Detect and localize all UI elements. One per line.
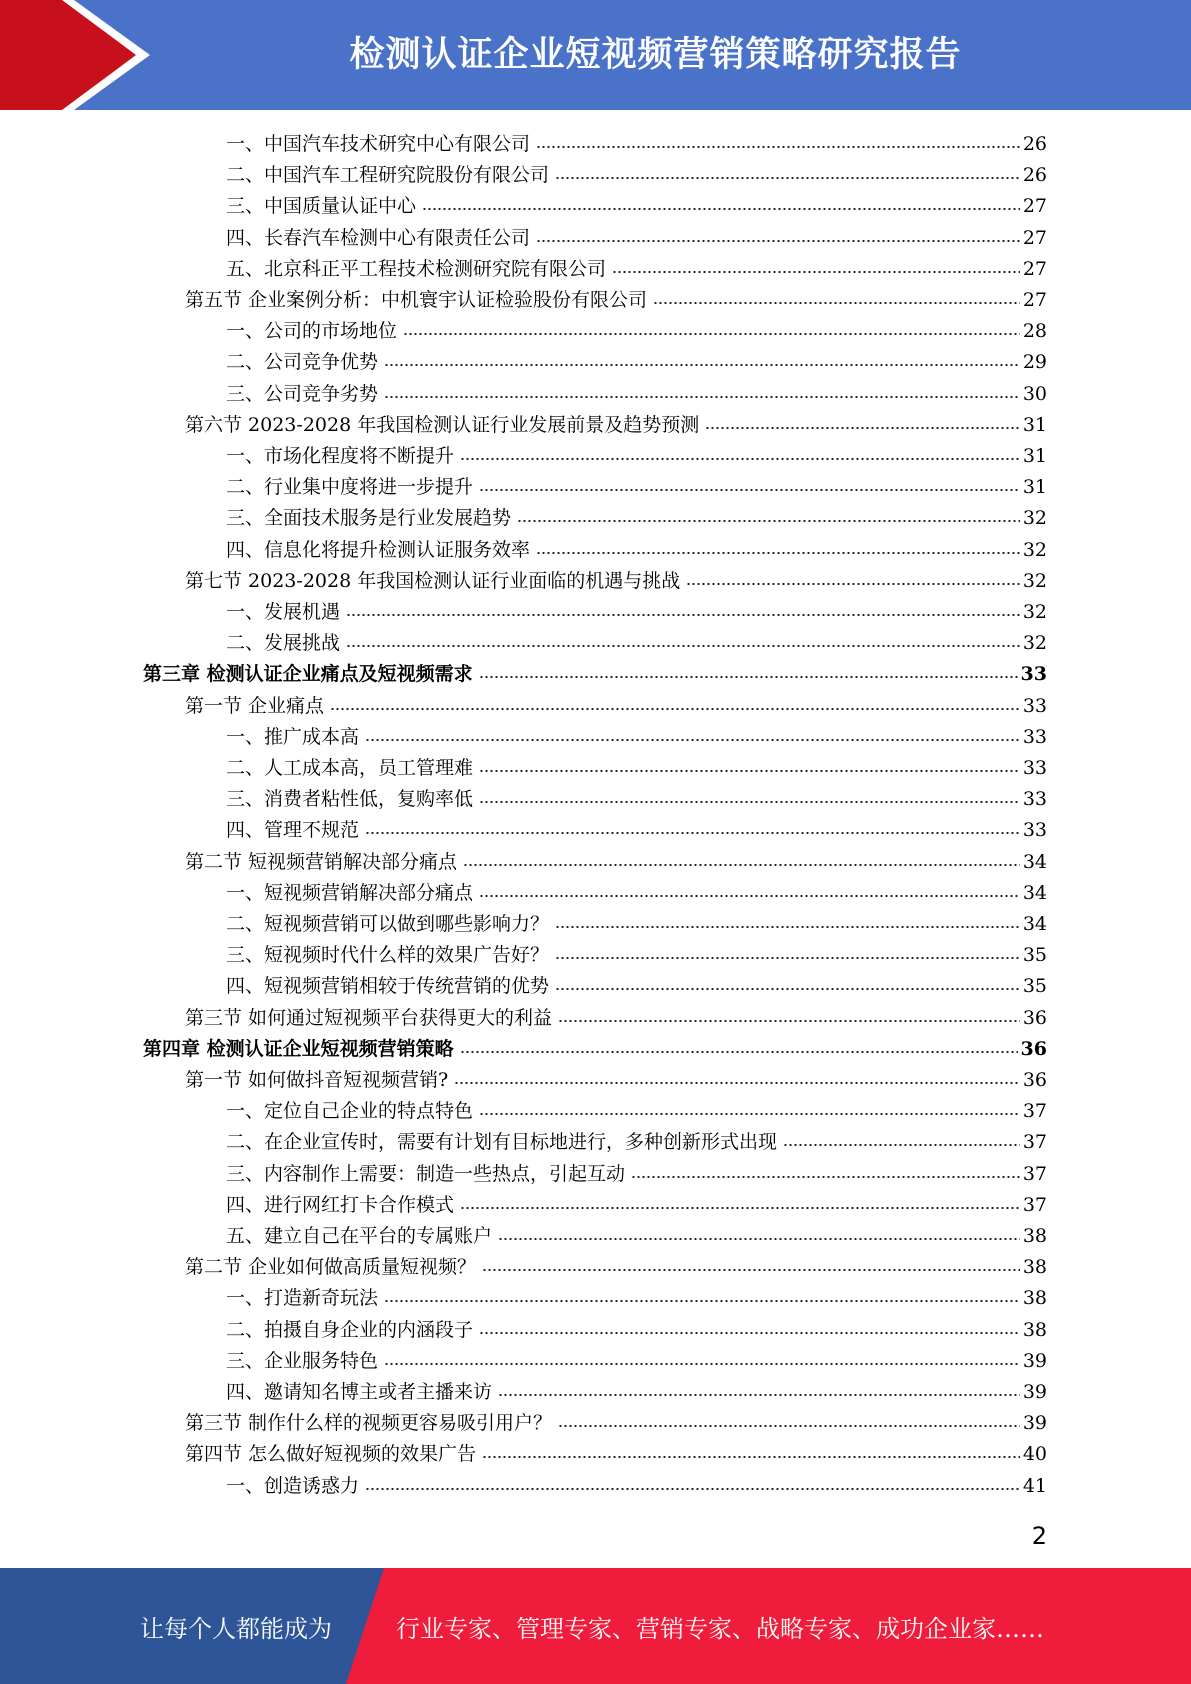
toc-entry-label: 四、信息化将提升检测认证服务效率 — [226, 538, 531, 561]
toc-entry[interactable] — [226, 875, 1047, 905]
toc-entry-page: 27 — [1022, 226, 1047, 249]
toc-entry-label: 四、进行网红打卡合作模式 — [226, 1193, 455, 1216]
toc-entry[interactable] — [185, 563, 1047, 593]
toc-entry[interactable] — [226, 968, 1047, 998]
toc-dot-leader — [558, 1018, 1020, 1024]
toc-entry-label: 一、推广成本高 — [226, 725, 360, 748]
toc-entry-label: 二、行业集中度将进一步提升 — [226, 476, 474, 499]
toc-entry-label: 一、中国汽车技术研究中心有限公司 — [226, 133, 531, 155]
toc-entry-label: 二、拍摄自身企业的内涵段子 — [226, 1318, 474, 1341]
toc-entry-page: 33 — [1020, 663, 1047, 686]
toc-entry-label: 四、短视频营销相较于传统营销的优势 — [226, 975, 550, 998]
toc-entry[interactable] — [226, 1124, 1047, 1154]
toc-entry-page: 31 — [1022, 413, 1047, 436]
toc-entry[interactable] — [226, 719, 1047, 749]
toc-entry[interactable] — [185, 407, 1047, 437]
toc-dot-leader — [365, 830, 1020, 836]
toc-entry[interactable] — [226, 188, 1047, 218]
toc-entry-page: 32 — [1022, 538, 1047, 561]
toc-dot-leader — [555, 986, 1020, 992]
toc-entry-label: 五、北京科正平工程技术检测研究院有限公司 — [226, 257, 607, 280]
toc-dot-leader — [479, 1111, 1020, 1117]
toc-dot-leader — [422, 206, 1020, 212]
toc-dot-leader — [612, 269, 1020, 275]
toc-dot-leader — [555, 924, 1020, 930]
toc-entry-label: 第四节 怎么做好短视频的效果广告 — [185, 1443, 477, 1466]
toc-entry-label: 一、定位自己企业的特点特色 — [226, 1100, 474, 1123]
toc-dot-leader — [705, 425, 1020, 431]
toc-dot-leader — [555, 175, 1020, 181]
toc-dot-leader — [454, 1080, 1020, 1086]
toc-entry-page: 32 — [1022, 569, 1047, 592]
toc-dot-leader — [479, 1330, 1020, 1336]
toc-dot-leader — [463, 862, 1020, 868]
toc-dot-leader — [479, 768, 1020, 774]
toc-entry-label: 第六节 2023-2028 年我国检测认证行业发展前景及趋势预测 — [185, 413, 700, 436]
toc-dot-leader — [482, 1454, 1020, 1460]
toc-entry[interactable] — [226, 594, 1047, 624]
toc-dot-leader — [330, 706, 1020, 712]
toc-dot-leader — [479, 674, 1018, 680]
toc-entry[interactable] — [143, 1031, 1047, 1061]
toc-entry-page: 37 — [1022, 1100, 1047, 1123]
toc-entry-label: 二、公司竞争优势 — [226, 351, 379, 374]
toc-dot-leader — [558, 1423, 1020, 1429]
toc-entry-label: 第一节 如何做抖音短视频营销? — [185, 1069, 449, 1091]
toc-dot-leader — [384, 1361, 1020, 1367]
toc-entry[interactable] — [185, 1000, 1047, 1030]
toc-dot-leader — [498, 1392, 1020, 1398]
toc-entry-page: 34 — [1022, 913, 1047, 935]
toc-entry-label: 三、全面技术服务是行业发展趋势 — [226, 507, 512, 530]
toc-dot-leader — [346, 643, 1020, 649]
toc-entry[interactable] — [226, 750, 1047, 780]
toc-entry[interactable] — [226, 251, 1047, 281]
toc-entry-page: 39 — [1022, 1412, 1047, 1435]
page-footer — [0, 1568, 1191, 1684]
toc-entry-page: 33 — [1022, 788, 1047, 811]
toc-dot-leader — [460, 456, 1020, 462]
toc-dot-leader — [384, 1298, 1020, 1304]
toc-entry-page: 32 — [1022, 632, 1047, 655]
toc-entry-page: 36 — [1020, 1037, 1047, 1060]
toc-entry[interactable] — [226, 781, 1047, 811]
toc-dot-leader — [384, 394, 1020, 400]
footer-slogan-left: 让每个人都能成为 — [140, 1614, 332, 1643]
toc-entry-label: 第三节 制作什么样的视频更容易吸引用户？ — [185, 1412, 553, 1435]
toc-entry-page: 39 — [1022, 1381, 1047, 1403]
toc-entry-page: 34 — [1022, 850, 1047, 873]
toc-entry[interactable] — [226, 1187, 1047, 1217]
toc-dot-leader — [686, 581, 1020, 587]
toc-entry-label: 一、市场化程度将不断提升 — [226, 445, 455, 467]
toc-dot-leader — [783, 1142, 1020, 1148]
toc-entry-page: 38 — [1022, 1287, 1047, 1310]
toc-entry-page: 27 — [1022, 195, 1047, 218]
toc-entry-label: 二、人工成本高，员工管理难 — [226, 757, 474, 779]
page-number: 2 — [1031, 1522, 1047, 1550]
toc-entry-page: 32 — [1022, 601, 1047, 623]
toc-entry[interactable] — [226, 1156, 1047, 1186]
toc-entry[interactable] — [143, 656, 1047, 686]
toc-entry-page: 32 — [1022, 507, 1047, 530]
toc-entry-page: 30 — [1022, 382, 1047, 405]
toc-dot-leader — [479, 487, 1020, 493]
toc-entry-page: 36 — [1022, 1006, 1047, 1029]
toc-entry[interactable] — [185, 1062, 1047, 1092]
toc-dot-leader — [384, 362, 1020, 368]
toc-entry[interactable] — [226, 1468, 1047, 1498]
toc-entry-page: 33 — [1022, 725, 1047, 748]
toc-entry[interactable] — [226, 1218, 1047, 1248]
toc-dot-leader — [403, 331, 1020, 337]
toc-entry[interactable] — [185, 1405, 1047, 1435]
toc-dot-leader — [536, 238, 1020, 244]
toc-entry[interactable] — [226, 220, 1047, 250]
toc-dot-leader — [460, 1049, 1018, 1055]
toc-entry-page: 31 — [1022, 445, 1047, 467]
toc-entry-page: 33 — [1022, 819, 1047, 842]
toc-entry-page: 33 — [1022, 694, 1047, 717]
toc-entry-label: 四、邀请知名博主或者主播来访 — [226, 1381, 493, 1403]
toc-entry-page: 40 — [1022, 1443, 1047, 1466]
toc-entry[interactable] — [226, 625, 1047, 655]
toc-entry[interactable] — [226, 157, 1047, 187]
footer-slogan-right: 行业专家、管理专家、营销专家、战略专家、成功企业家…… — [396, 1614, 1044, 1643]
toc-entry-label: 三、短视频时代什么样的效果广告好？ — [226, 944, 550, 967]
toc-entry-page: 37 — [1022, 1162, 1047, 1185]
toc-entry-label: 一、打造新奇玩法 — [226, 1287, 379, 1310]
toc-entry[interactable] — [185, 1249, 1047, 1279]
toc-entry[interactable] — [226, 313, 1047, 343]
toc-dot-leader — [479, 893, 1020, 899]
toc-dot-leader — [460, 1205, 1020, 1211]
toc-entry[interactable] — [185, 1436, 1047, 1466]
toc-entry[interactable] — [226, 1343, 1047, 1373]
toc-entry-label: 二、短视频营销可以做到哪些影响力？ — [226, 913, 550, 935]
toc-entry-page: 37 — [1022, 1131, 1047, 1154]
toc-entry-page: 37 — [1022, 1193, 1047, 1216]
toc-entry-label: 五、建立自己在平台的专属账户 — [226, 1225, 493, 1247]
toc-entry[interactable] — [226, 1280, 1047, 1310]
toc-entry-label: 三、企业服务特色 — [226, 1349, 379, 1372]
toc-dot-leader — [536, 550, 1020, 556]
toc-entry[interactable] — [226, 376, 1047, 406]
toc-entry-label: 第四章 检测认证企业短视频营销策略 — [143, 1037, 454, 1060]
toc-entry-label: 二、发展挑战 — [226, 632, 341, 655]
toc-entry-label: 第二节 企业如何做高质量短视频？ — [185, 1256, 477, 1279]
toc-entry-label: 第一节 企业痛点 — [185, 694, 325, 717]
toc-entry-label: 二、在企业宣传时，需要有计划有目标地进行，多种创新形式出现 — [226, 1131, 778, 1154]
toc-entry-label: 第三节 如何通过短视频平台获得更大的利益 — [185, 1006, 553, 1029]
toc-entry-label: 三、内容制作上需要：制造一些热点，引起互动 — [226, 1162, 626, 1185]
toc-entry-page: 35 — [1022, 975, 1047, 998]
toc-entry-label: 二、中国汽车工程研究院股份有限公司 — [226, 164, 550, 187]
toc-dot-leader — [517, 518, 1020, 524]
toc-entry[interactable] — [226, 438, 1047, 468]
toc-entry[interactable] — [185, 844, 1047, 874]
toc-entry[interactable] — [226, 1312, 1047, 1342]
toc-entry-page: 41 — [1022, 1474, 1047, 1497]
toc-entry-page: 34 — [1022, 881, 1047, 904]
toc-dot-leader — [365, 737, 1020, 743]
toc-entry-label: 第二节 短视频营销解决部分痛点 — [185, 850, 458, 873]
toc-entry-page: 28 — [1022, 320, 1047, 343]
toc-entry-page: 26 — [1022, 133, 1047, 155]
toc-entry-page: 38 — [1022, 1225, 1047, 1247]
toc-entry-label: 四、管理不规范 — [226, 819, 360, 842]
toc-entry-label: 一、短视频营销解决部分痛点 — [226, 881, 474, 904]
report-title: 检测认证企业短视频营销策略研究报告 — [349, 35, 962, 75]
toc-entry-label: 三、公司竞争劣势 — [226, 382, 379, 405]
toc-entry[interactable] — [226, 344, 1047, 374]
toc-dot-leader — [536, 144, 1020, 150]
toc-entry-page: 27 — [1022, 289, 1047, 311]
toc-entry-label: 三、中国质量认证中心 — [226, 195, 417, 218]
toc-dot-leader — [482, 1267, 1020, 1273]
toc-entry-page: 36 — [1022, 1069, 1047, 1091]
toc-entry[interactable] — [226, 469, 1047, 499]
toc-entry-label: 第五节 企业案例分析：中机寰宇认证检验股份有限公司 — [185, 289, 648, 311]
toc-entry-page: 31 — [1022, 476, 1047, 499]
toc-entry-label: 一、发展机遇 — [226, 601, 341, 623]
page-header — [0, 0, 1191, 110]
toc-entry[interactable] — [185, 282, 1047, 312]
toc-entry[interactable] — [226, 1374, 1047, 1404]
toc-entry-label: 四、长春汽车检测中心有限责任公司 — [226, 226, 531, 249]
toc-entry[interactable] — [185, 688, 1047, 718]
toc-entry-label: 第七节 2023-2028 年我国检测认证行业面临的机遇与挑战 — [185, 569, 681, 592]
toc-dot-leader — [365, 1486, 1020, 1492]
toc-entry-label: 一、公司的市场地位 — [226, 320, 398, 343]
toc-entry[interactable] — [226, 500, 1047, 530]
toc-dot-leader — [346, 612, 1020, 618]
toc-entry-page: 38 — [1022, 1318, 1047, 1341]
toc-entry-label: 三、消费者粘性低，复购率低 — [226, 788, 474, 811]
toc-entry-page: 27 — [1022, 257, 1047, 280]
toc-entry-page: 35 — [1022, 944, 1047, 967]
toc-entry[interactable] — [226, 937, 1047, 967]
toc-entry-label: 第三章 检测认证企业痛点及短视频需求 — [143, 663, 473, 686]
toc-entry[interactable] — [226, 812, 1047, 842]
toc-dot-leader — [479, 799, 1020, 805]
toc-entry-page: 29 — [1022, 351, 1047, 374]
toc-entry-page: 39 — [1022, 1349, 1047, 1372]
toc-entry-page: 38 — [1022, 1256, 1047, 1279]
toc-entry-page: 33 — [1022, 757, 1047, 779]
toc-entry[interactable] — [226, 532, 1047, 562]
toc-dot-leader — [653, 300, 1020, 306]
toc-entry[interactable] — [226, 126, 1047, 156]
toc-dot-leader — [631, 1174, 1020, 1180]
toc-entry[interactable] — [226, 1093, 1047, 1123]
toc-entry-label: 一、创造诱惑力 — [226, 1474, 360, 1497]
toc-dot-leader — [498, 1236, 1020, 1242]
toc-entry[interactable] — [226, 906, 1047, 936]
toc-entry-page: 26 — [1022, 164, 1047, 187]
toc-dot-leader — [555, 955, 1020, 961]
